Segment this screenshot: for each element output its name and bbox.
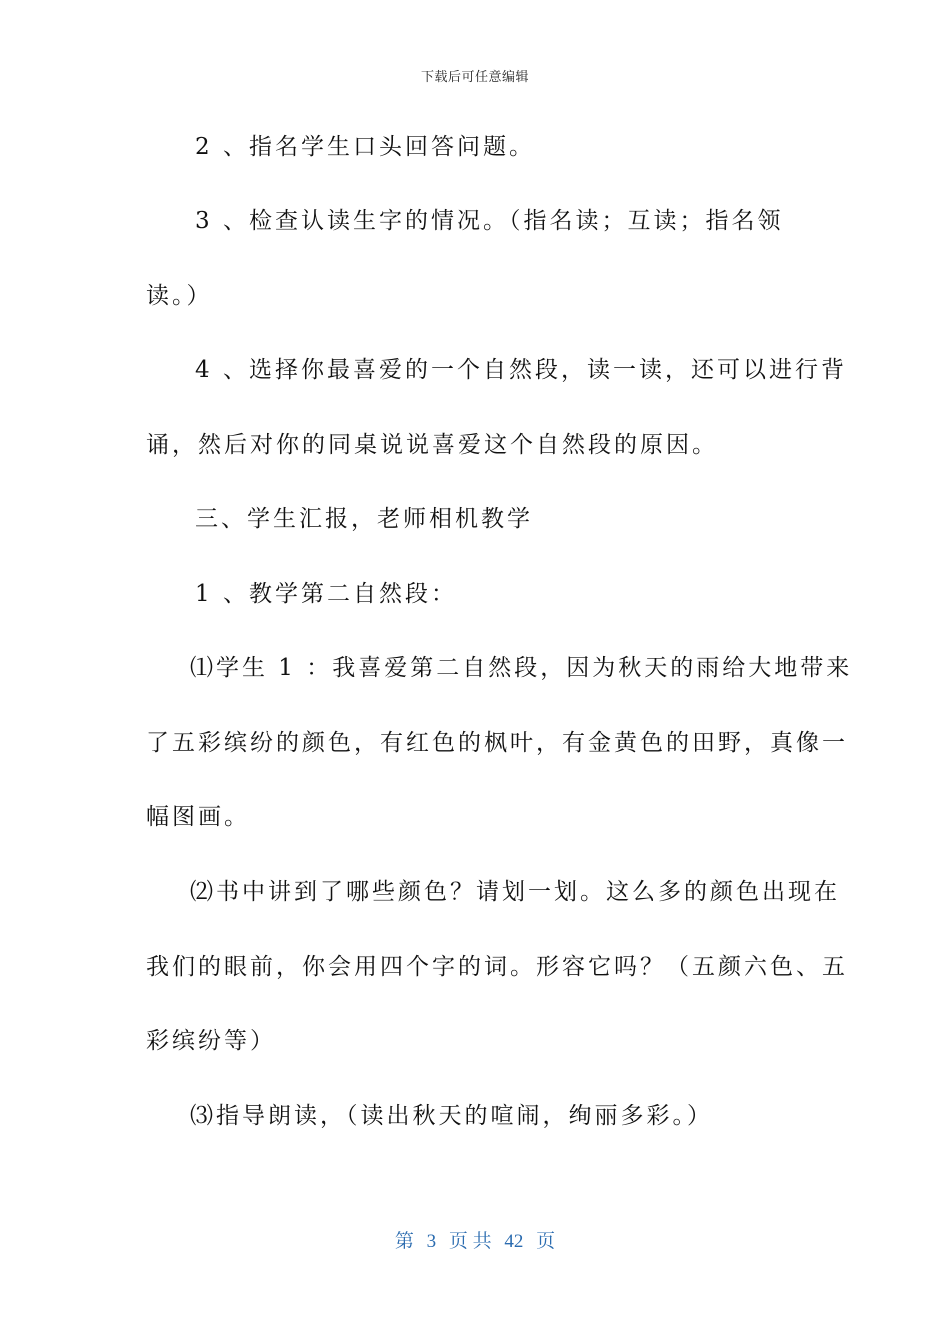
paragraph-line: ⑵书中讲到了哪些颜色？请划一划。这么多的颜色出现在 xyxy=(190,879,840,905)
paragraph-line: 我们的眼前，你会用四个字的词。形容它吗？（五颜六色、五 xyxy=(146,954,848,980)
paragraph-line: 读。） xyxy=(146,283,213,309)
paragraph-line: 4 、选择你最喜爱的一个自然段，读一读，还可以进行背 xyxy=(195,357,847,383)
footer-suffix: 页 xyxy=(536,1231,556,1252)
total-page-count: 42 xyxy=(504,1231,524,1252)
section-heading: 三、学生汇报，老师相机教学 xyxy=(195,506,533,532)
page-header: 下载后可任意编辑 xyxy=(420,70,529,85)
page-footer xyxy=(0,1226,950,1253)
current-page-number: 3 xyxy=(426,1231,437,1252)
footer-middle: 页 共 xyxy=(448,1231,492,1252)
paragraph-line: ⑶指导朗读，（读出秋天的喧闹，绚丽多彩。） xyxy=(190,1103,713,1129)
paragraph-line: 诵，然后对你的同桌说说喜爱这个自然段的原因。 xyxy=(146,432,718,458)
paragraph-line: 彩缤纷等） xyxy=(146,1028,276,1054)
paragraph-line: ⑴学生 1 ：我喜爱第二自然段，因为秋天的雨给大地带来 xyxy=(190,655,853,681)
paragraph-line: 2 、指名学生口头回答问题。 xyxy=(195,134,535,160)
footer-prefix: 第 xyxy=(394,1231,414,1252)
paragraph-line: 1 、教学第二自然段： xyxy=(195,581,457,607)
paragraph-line: 幅图画。 xyxy=(146,804,250,830)
paragraph-line: 3 、检查认读生字的情况。（指名读；互读；指名领 xyxy=(195,208,784,234)
paragraph-line: 了五彩缤纷的颜色，有红色的枫叶，有金黄色的田野，真像一 xyxy=(146,730,848,756)
